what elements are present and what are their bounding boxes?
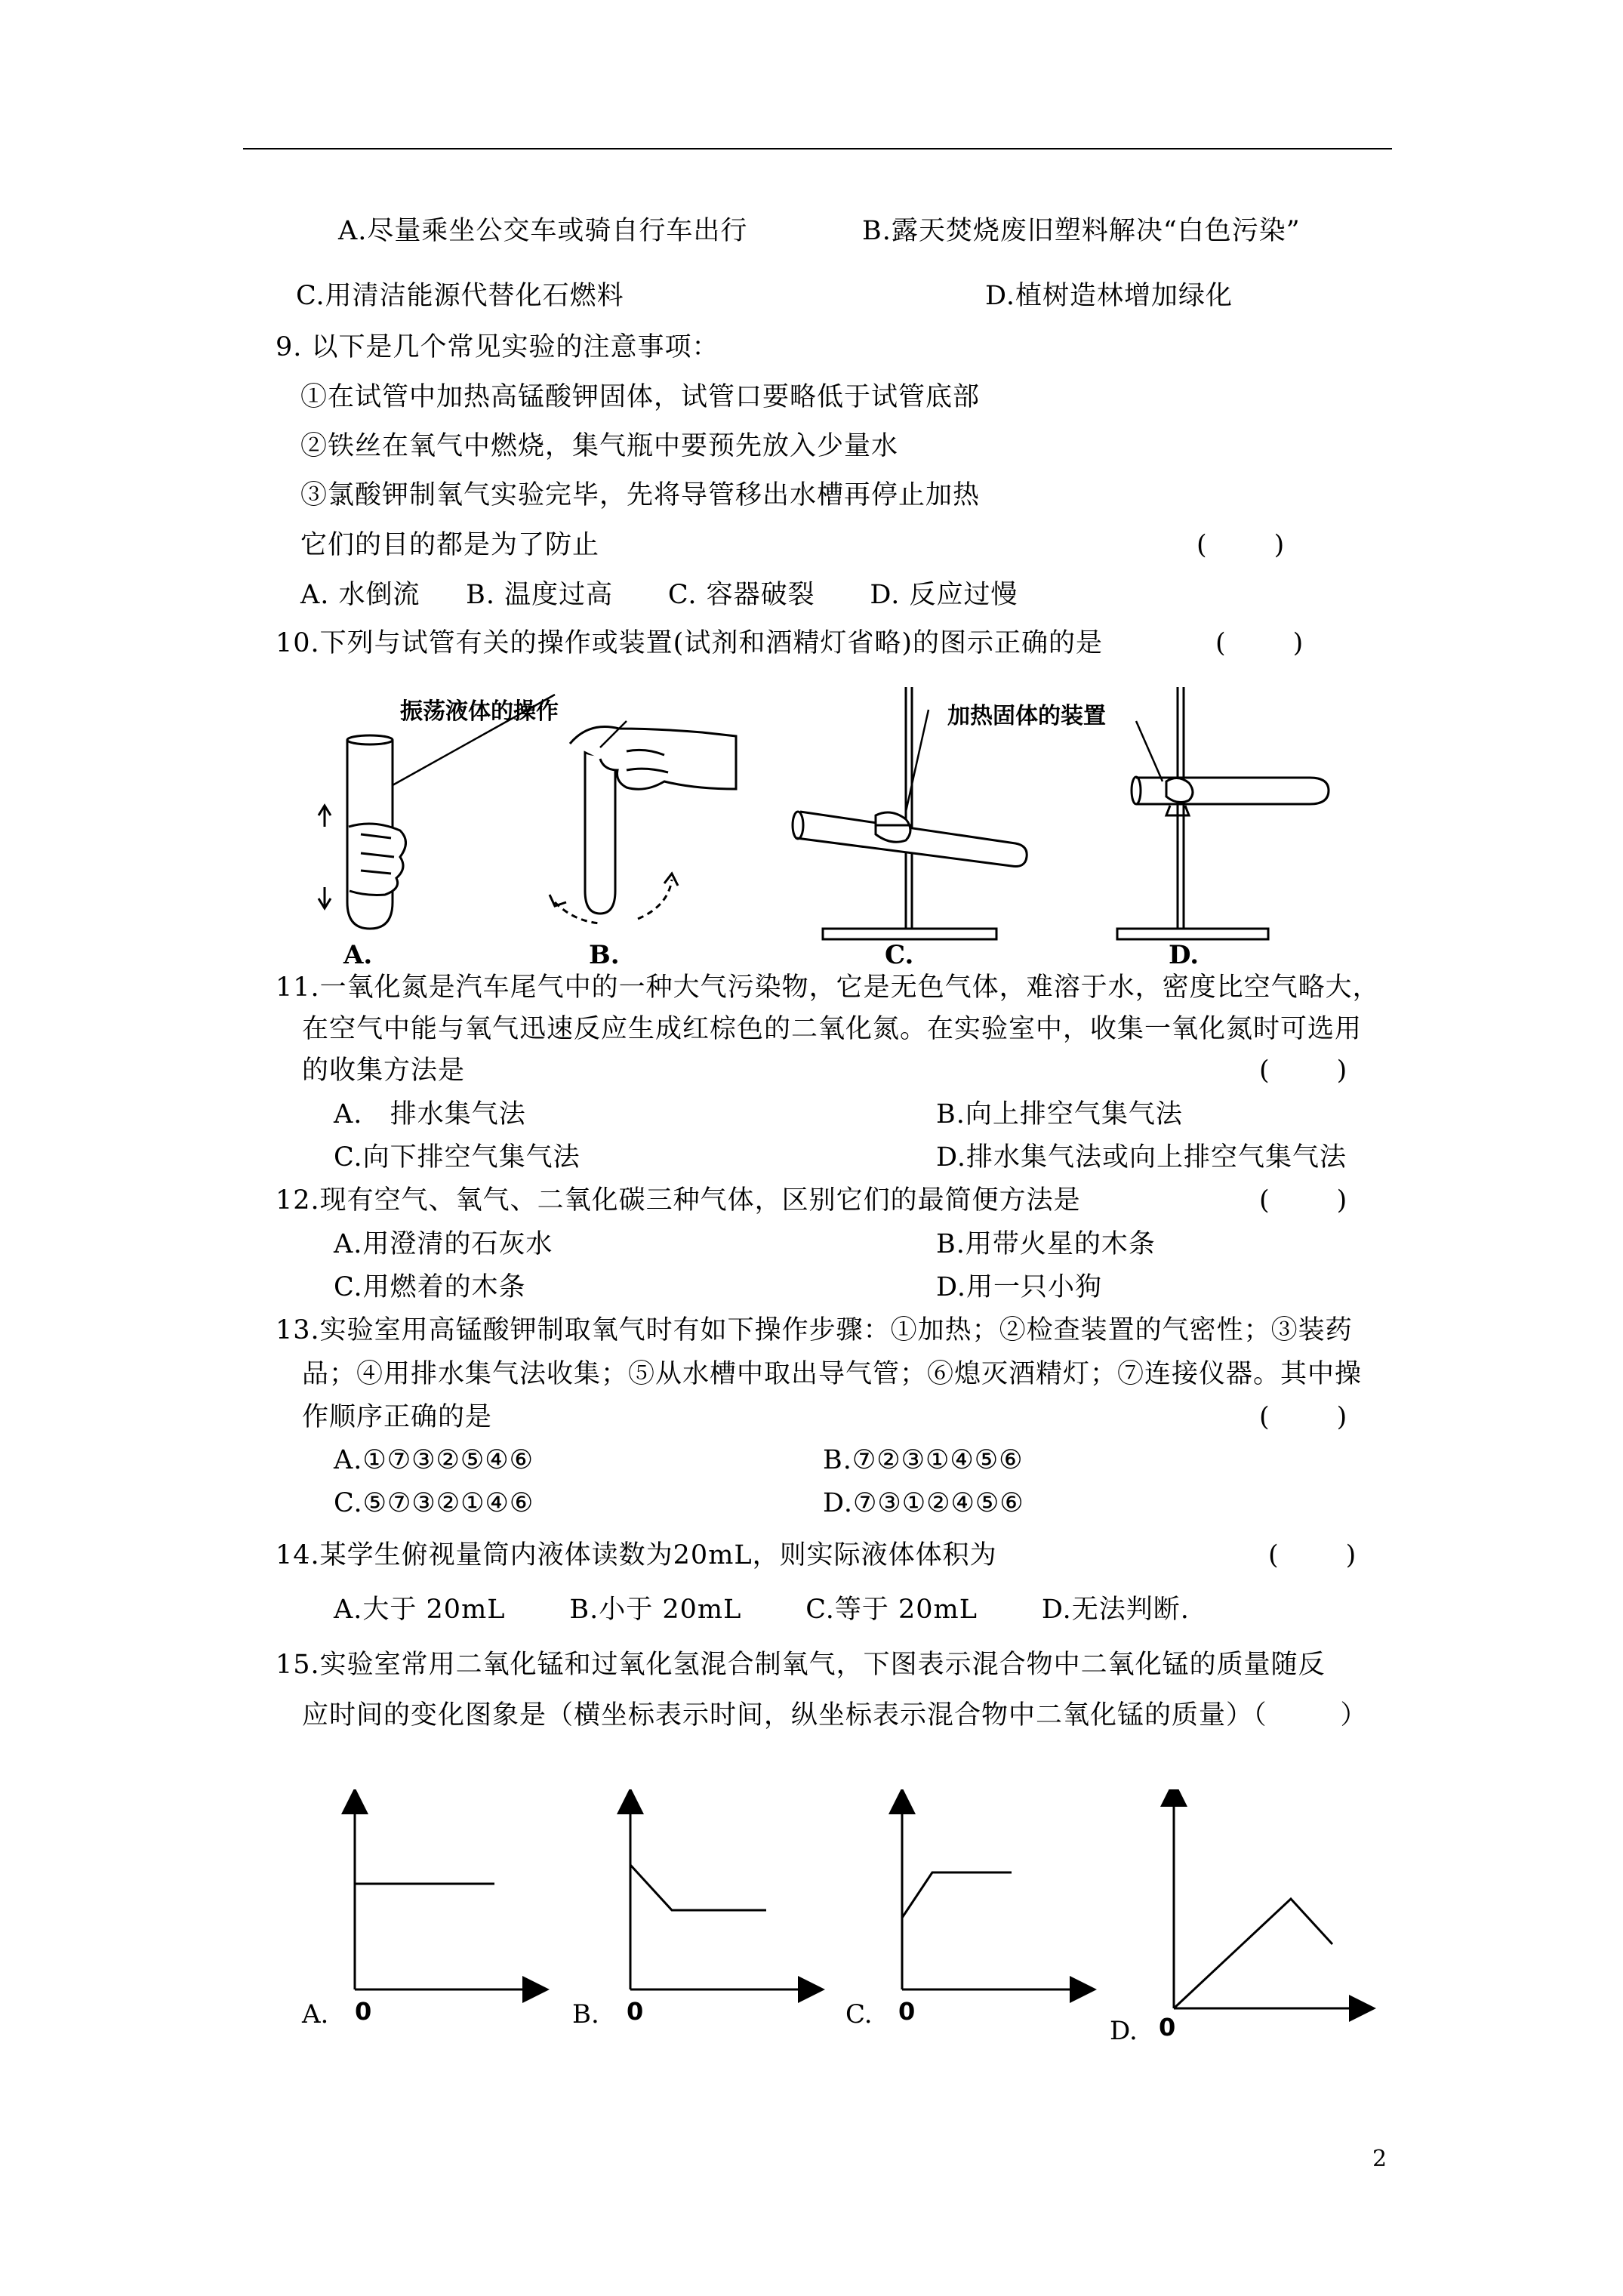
q11-answer-paren: ( ) (1259, 1056, 1347, 1086)
q13-stem-line-2: 品；④用排水集气法收集；⑤从水槽中取出导气管；⑥熄灭酒精灯；⑦连接仪器。其中操 (302, 1359, 1363, 1389)
q9-answer-paren: ( ) (1196, 530, 1285, 560)
q13-option-d: D.⑦③①②④⑤⑥ (823, 1488, 1024, 1518)
figure-label-d: D. (1169, 940, 1200, 970)
q12-option-c: C.用燃着的木条 (334, 1272, 526, 1302)
graph-b-decreasing (630, 1801, 812, 1989)
graph-b-origin: 0 (627, 1997, 644, 2026)
q11-stem-line-3: 的收集方法是 (302, 1056, 466, 1086)
q11-stem-line-2: 在空气中能与氧气迅速反应生成红棕色的二氧化氮。在实验室中，收集一氧化氮时可选用 (302, 1014, 1363, 1044)
q14-options: A.大于 20mL B.小于 20mL C.等于 20mL D.无法判断. (334, 1595, 1190, 1625)
figure-d-heat-solid-horizontal (1117, 687, 1329, 939)
q9-item-2: ②铁丝在氧气中燃烧，集气瓶中要预先放入少量水 (300, 431, 899, 461)
q13-option-c: C.⑤⑦③②①④⑥ (334, 1488, 534, 1518)
q9-tail: 它们的目的都是为了防止 (300, 530, 600, 560)
q10-figures (302, 676, 1359, 974)
graph-c-increasing (902, 1801, 1083, 1989)
q15-stem-line-2: 应时间的变化图象是（横坐标表示时间，纵坐标表示混合物中二氧化锰的质量）（ ） (302, 1700, 1368, 1730)
q11-option-b: B.向上排空气集气法 (936, 1099, 1183, 1130)
q11-stem-line-1: 11.一氧化氮是汽车尾气中的一种大气污染物，它是无色气体，难溶于水，密度比空气略大， (276, 972, 1380, 1003)
graph-label-a: A. (302, 1999, 329, 2029)
q12-answer-paren: ( ) (1259, 1185, 1347, 1216)
q8-option-c: C.用清洁能源代替化石燃料 (296, 281, 624, 311)
graph-label-d: D. (1110, 2016, 1138, 2046)
graph-label-c: C. (845, 1999, 873, 2029)
q13-stem-line-3: 作顺序正确的是 (302, 1402, 493, 1432)
figure-label-b: B. (589, 940, 620, 970)
q11-option-a: A. 排水集气法 (334, 1099, 526, 1130)
graph-label-b: B. (572, 1999, 599, 2029)
q12-option-d: D.用一只小狗 (936, 1272, 1102, 1302)
q10-answer-paren: ( ) (1215, 628, 1304, 658)
figure-label-c: C. (885, 940, 914, 970)
graph-c-origin: 0 (898, 1997, 916, 2026)
q9-options: A. 水倒流 B. 温度过高 C. 容器破裂 D. 反应过慢 (300, 580, 1018, 610)
q10-stem: 10.下列与试管有关的操作或装置(试剂和酒精灯省略)的图示正确的是 (276, 628, 1103, 658)
q13-stem-line-1: 13.实验室用高锰酸钾制取氧气时有如下操作步骤：①加热；②检查装置的气密性；③装药 (276, 1315, 1353, 1345)
q8-option-d: D.植树造林增加绿化 (985, 281, 1233, 311)
figure-b-swirl-tube (550, 721, 736, 923)
q9-item-1: ①在试管中加热高锰酸钾固体，试管口要略低于试管底部 (300, 382, 981, 412)
q11-option-c: C.向下排空气集气法 (334, 1142, 581, 1173)
q14-answer-paren: ( ) (1268, 1540, 1357, 1570)
header-rule (243, 148, 1392, 149)
q13-answer-paren: ( ) (1259, 1402, 1347, 1432)
graph-d-rise-fall (1174, 1793, 1363, 2008)
q9-stem: 9. 以下是几个常见实验的注意事项： (276, 332, 719, 362)
q15-graphs (287, 1789, 1389, 2046)
q12-option-b: B.用带火星的木条 (936, 1229, 1156, 1259)
q12-stem: 12.现有空气、氧气、二氧化碳三种气体，区别它们的最简便方法是 (276, 1185, 1081, 1216)
q12-option-a: A.用澄清的石灰水 (334, 1229, 553, 1259)
graph-d-origin: 0 (1159, 2013, 1176, 2042)
q11-option-d: D.排水集气法或向上排空气集气法 (936, 1142, 1347, 1173)
q15-stem-line-1: 15.实验室常用二氧化锰和过氧化氢混合制氧气，下图表示混合物中二氧化锰的质量随反 (276, 1650, 1326, 1680)
figure-label-a: A. (343, 940, 373, 970)
graph-a-origin: 0 (355, 1997, 372, 2026)
q8-option-b: B.露天焚烧废旧塑料解决“白色污染” (862, 216, 1301, 246)
graph-a-constant (355, 1801, 536, 1989)
q14-stem: 14.某学生俯视量筒内液体读数为20mL，则实际液体体积为 (276, 1540, 997, 1570)
page-number: 2 (1372, 2146, 1387, 2172)
callout-heat-solid: 加热固体的装置 (947, 703, 1106, 729)
figure-a-shake-tube (319, 695, 555, 929)
q9-item-3: ③氯酸钾制氧气实验完毕，先将导管移出水槽再停止加热 (300, 480, 981, 510)
callout-shake-liquid: 振荡液体的操作 (400, 698, 559, 725)
q13-option-a: A.①⑦③②⑤④⑥ (334, 1445, 534, 1475)
q13-option-b: B.⑦②③①④⑤⑥ (823, 1445, 1024, 1475)
q8-option-a: A.尽量乘坐公交车或骑自行车出行 (338, 216, 748, 246)
